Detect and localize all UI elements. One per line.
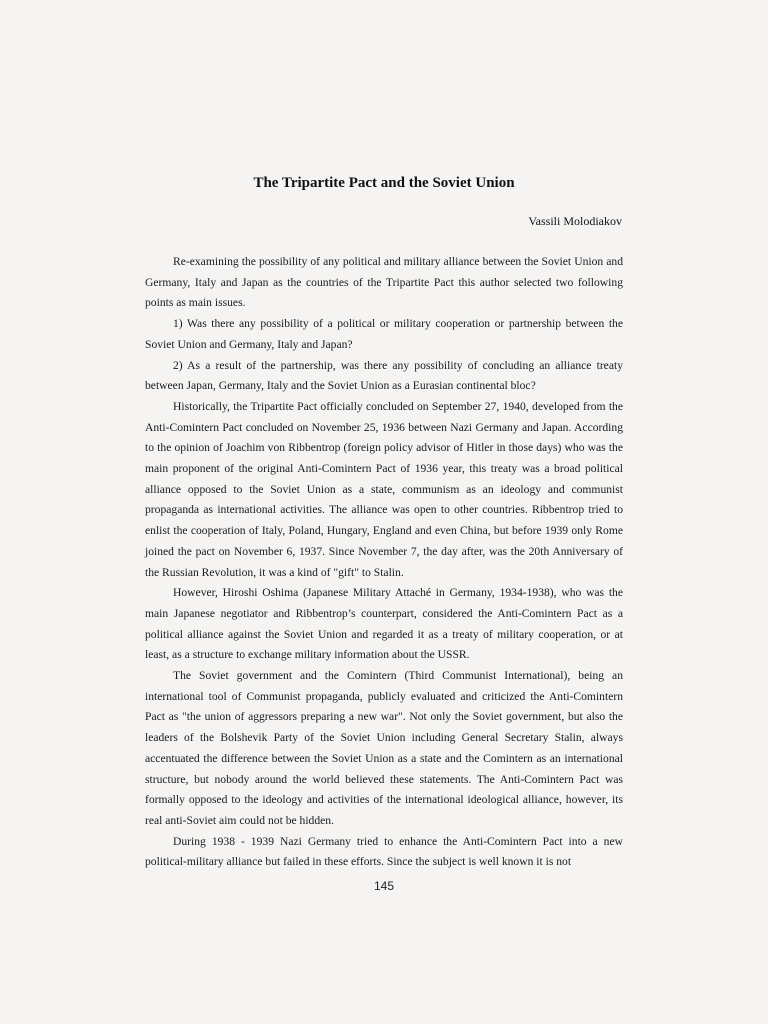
- paragraph: 2) As a result of the partnership, was there any possibility of concluding an alliance treaty between Japan, Germany, Italy and the Soviet Union as a Eurasian continental bloc?: [145, 358, 623, 393]
- document-title: The Tripartite Pact and the Soviet Union: [253, 175, 515, 191]
- page-number: 145: [373, 879, 395, 893]
- paragraph: The Soviet government and the Comintern (Third Communist International), being an international tool of Communist propaganda, publicly evaluated and criticized the Anti-Comintern Pact as "the union of aggressors preparing a new war". Not only the Soviet government, but also the leaders of the Bolshevik Party of the Soviet Union including General Secretary Stalin, always accentuated the difference between the Soviet Union as a state and the Comintern as an international structure, but nobody around the world believed these statements. The Anti-Comintern Pact was formally opposed to the ideology and activities of the international ideological alliance, however, its real anti-Soviet aim could not be hidden.: [145, 669, 623, 827]
- paragraph: Historically, the Tripartite Pact officially concluded on September 27, 1940, developed from the Anti-Comintern Pact concluded on November 25, 1936 between Nazi Germany and Japan. According to the opinion of Joachim von Ribbentrop (foreign policy advisor of Hitler in those days) who was the main proponent of the original Anti-Comintern Pact of 1936 year, this treaty was a broad political alliance opposed to the Soviet Union as a state, communism as an ideology and communist propaganda as international activities. The alliance was open to other countries. Ribbentrop tried to enlist the cooperation of Italy, Poland, Hungary, England and even China, but before 1939 only Rome joined the pact on November 6, 1937. Since November 7, the day after, was the 20th Anniversary of the Russian Revolution, it was a kind of "gift" to Stalin.: [145, 399, 623, 579]
- paragraph: However, Hiroshi Oshima (Japanese Military Attaché in Germany, 1934-1938), who was the main Japanese negotiator and Ribbentrop’s counterpart, considered the Anti-Comintern Pact as a political alliance against the Soviet Union and regarded it as a treaty of military cooperation, or at least, as a structure to exchange military information about the USSR.: [145, 586, 623, 662]
- paragraph: During 1938 - 1939 Nazi Germany tried to enhance the Anti-Comintern Pact into a new political-military alliance but failed in these efforts. Since the subject is well known it is not: [145, 834, 623, 869]
- body-text: [145, 252, 623, 873]
- paragraph: 1) Was there any possibility of a political or military cooperation or partnership between the Soviet Union and Germany, Italy and Japan?: [145, 317, 623, 351]
- paragraph: Re-examining the possibility of any political and military alliance between the Soviet Union and Germany, Italy and Japan as the countries of the Tripartite Pact this author selected two following points as main issues.: [145, 255, 623, 310]
- author-name: Vassili Molodiakov: [528, 214, 622, 228]
